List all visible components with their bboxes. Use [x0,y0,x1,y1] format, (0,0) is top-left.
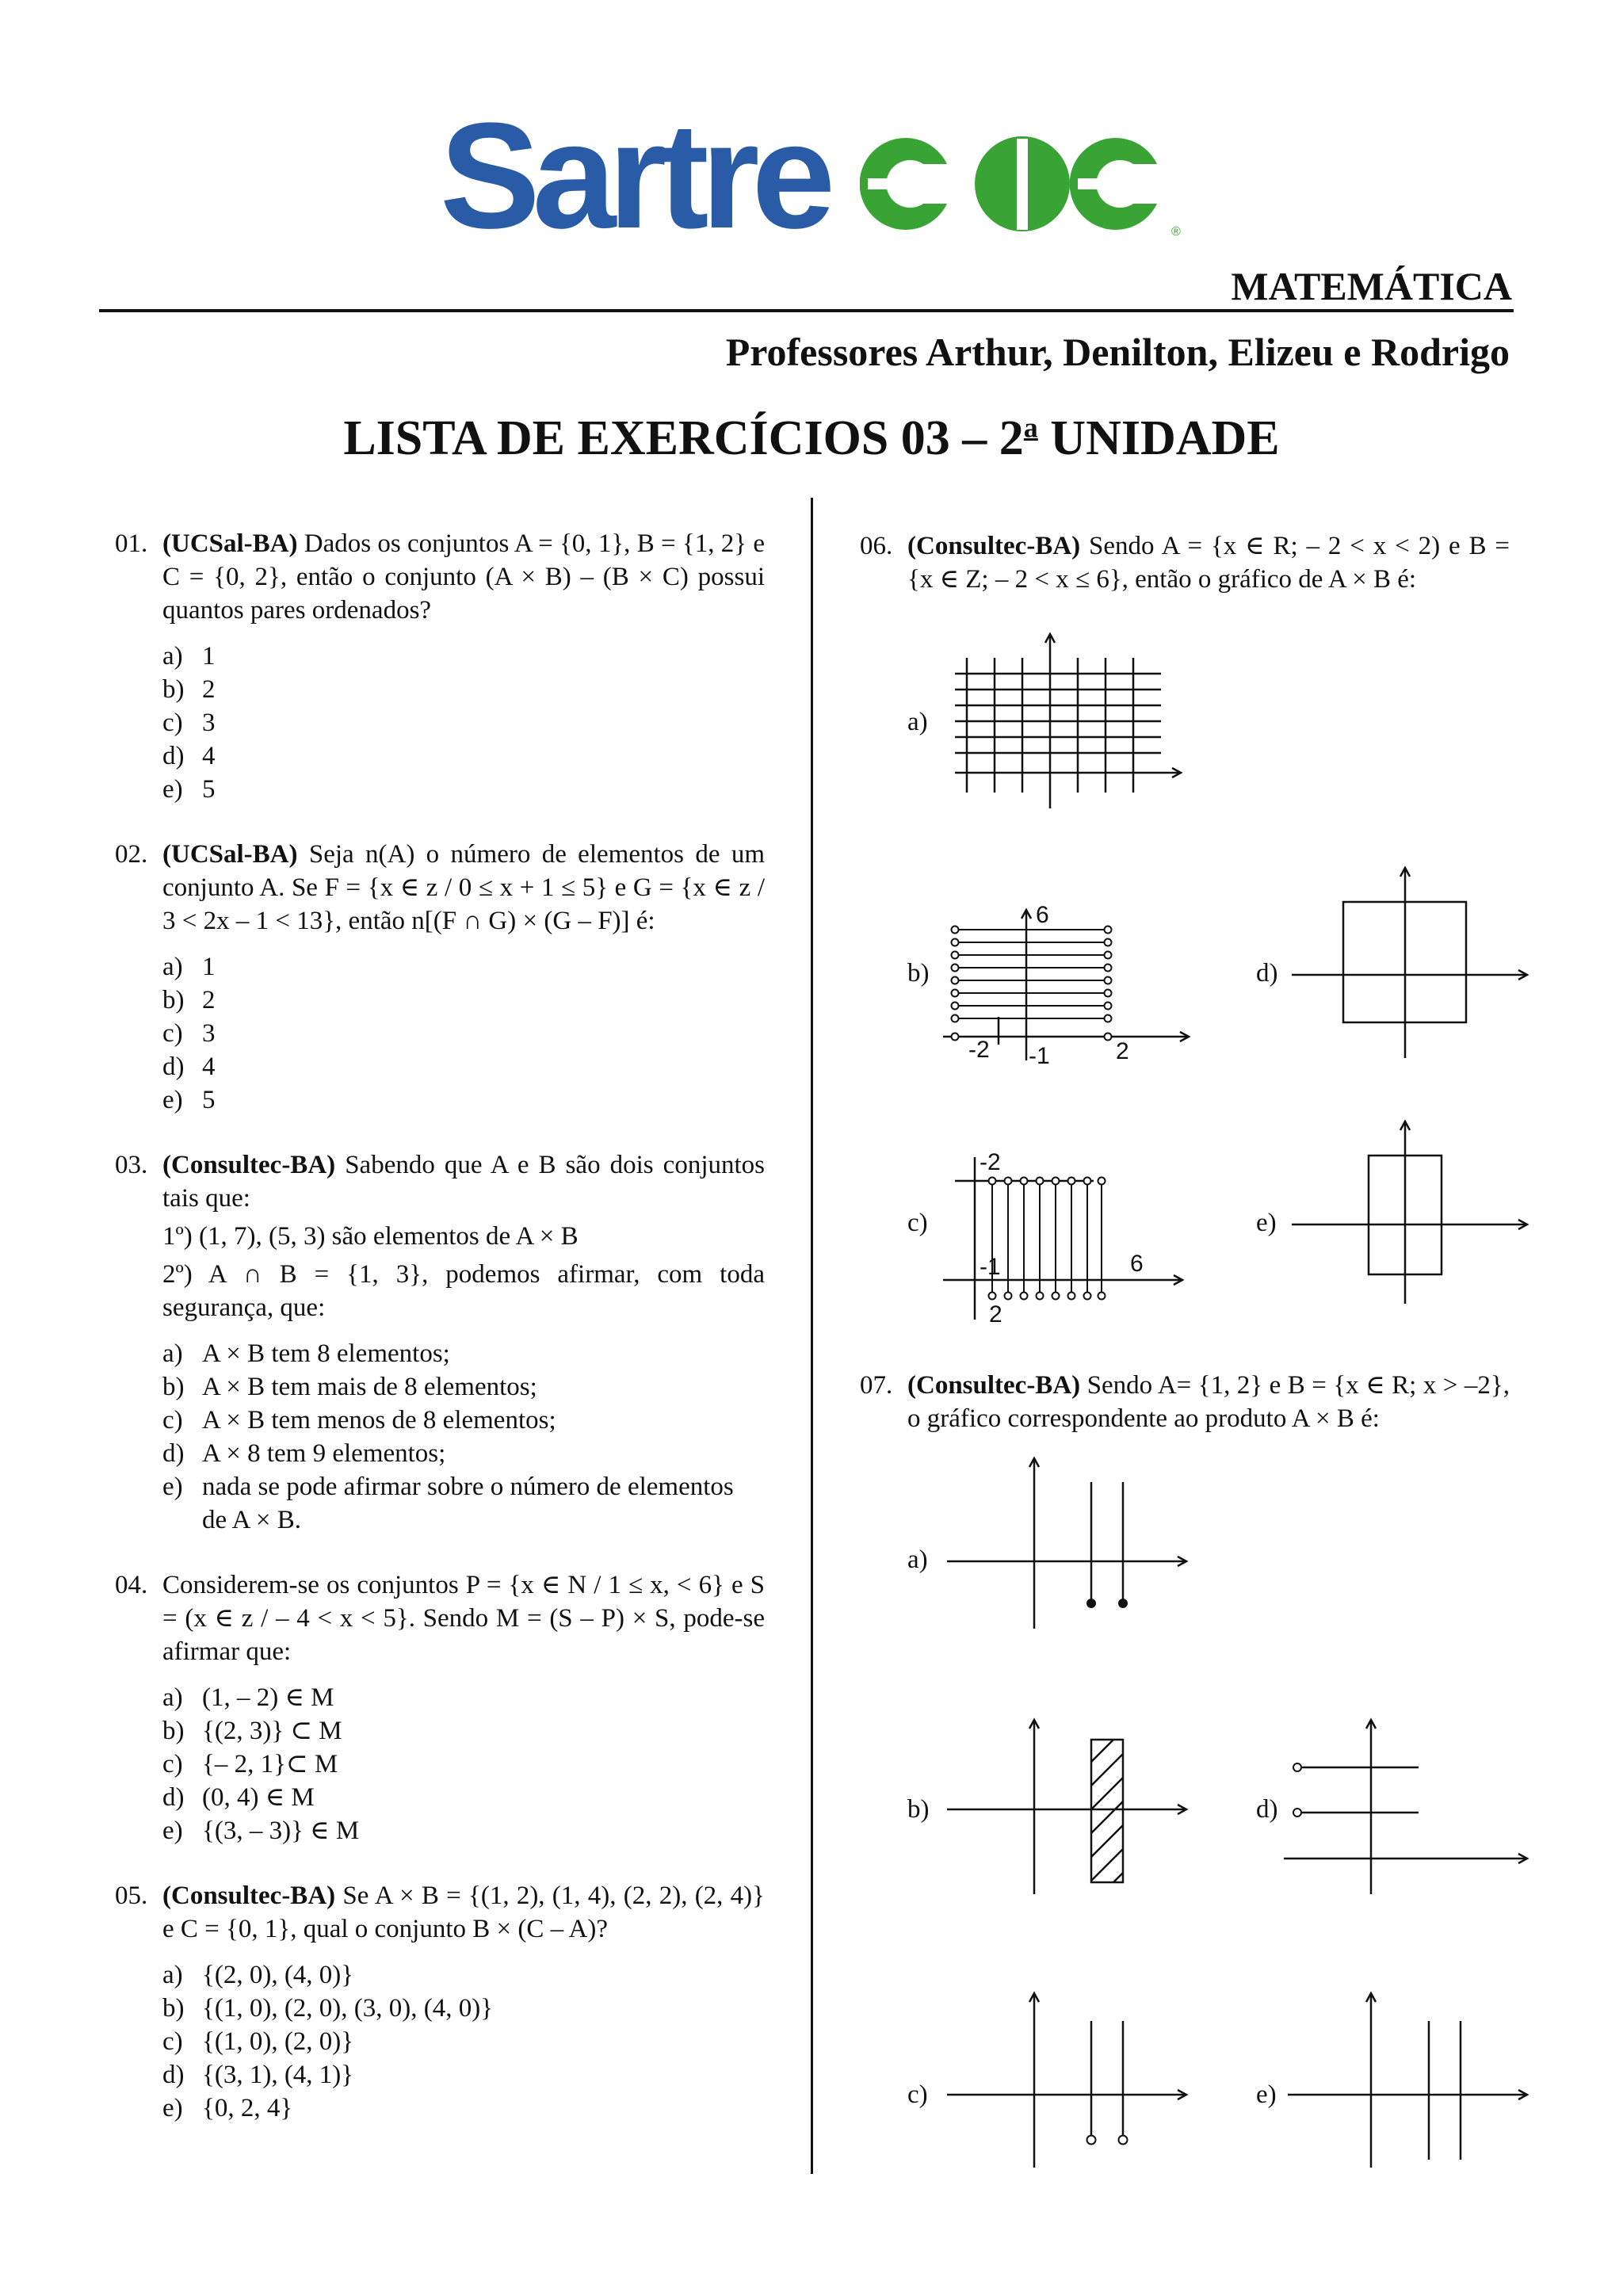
question-source: (Consultec-BA) [907,532,1081,560]
question-06 [860,529,1510,596]
q06-graph-d-label: d) [1256,959,1278,988]
question-03 [115,1148,765,1537]
left-column [115,527,765,2157]
question-number: 06. [860,532,893,560]
question-text: Seja n(A) o número de elementos de um conjunto A. Se F = {x ∈ z / 0 ≤ x + 1 ≤ 5} e G = {x ∈ z / 3 < 2x – 1 < 13}, então n[(F ∩ G) × (G – F)] é: [162,840,765,935]
option-b: b) {(2, 3)} ⊂ M [162,1717,342,1745]
option-b: b) 2 [162,986,216,1014]
option-e: e) {0, 2, 4} [162,2094,293,2122]
q07-graph-b [939,1716,1193,1898]
option-a: a) {(2, 0), (4, 0)} [162,1961,354,1989]
statement-2: 2º) A ∩ B = {1, 3}, podemos afirmar, com toda segurança, que: [162,1260,765,1322]
question-01 [115,527,765,806]
option-e: e) 5 [162,775,216,804]
question-02 [115,838,765,1117]
q07-graph-e-label: e) [1256,2080,1277,2109]
header-divider [99,309,1514,312]
q06-graph-a-label: a) [907,708,928,736]
q06-graph-c [935,1141,1189,1331]
q07-graph-e [1280,1989,1533,2172]
q06-c-tick-mid: -1 [980,1254,1001,1280]
question-text: Dados os conjuntos A = {0, 1}, B = {1, 2} e C = {0, 2}, então o conjunto (A × B) – (B × C) possui quantos pares ordenados? [162,529,765,625]
option-d: d) 4 [162,742,216,770]
question-number: 07. [860,1371,893,1400]
question-source: (Consultec-BA) [162,1151,336,1179]
q07-graph-d [1280,1716,1533,1898]
question-source: (Consultec-BA) [162,1881,336,1910]
logo-wordmark: Sartre [440,92,828,260]
question-source: (UCSal-BA) [162,840,298,869]
question-number: 04. [115,1571,148,1599]
option-c: c) {(1, 0), (2, 0)} [162,2027,354,2056]
question-source: (UCSal-BA) [162,529,298,558]
q07-graph-c-label: c) [907,2080,928,2109]
q06-graph-a [947,630,1185,812]
option-b: b) 2 [162,675,216,704]
q07-graph-a [939,1454,1193,1637]
q06-graph-b [935,878,1205,1068]
question-text: Sendo A= {1, 2} e B = {x ∈ R; x > –2}, o gráfico correspondente ao produto A × B é: [907,1371,1510,1433]
question-number: 03. [115,1151,148,1179]
question-text: Sabendo que A e B são dois conjuntos tais que: [162,1151,765,1213]
question-05 [115,1879,765,2125]
registered-mark: ® [1171,225,1181,239]
title-main: LISTA DE EXERCÍCIOS 03 – 2 [343,411,1024,465]
subject-title: MATEMÁTICA [1231,264,1512,308]
professors-line: Professores Arthur, Denilton, Elizeu e Rodrigo [725,330,1510,374]
question-number: 02. [115,840,148,869]
question-text: Sendo A = {x ∈ R; – 2 < x < 2) e B = {x ∈ Z; – 2 < x ≤ 6}, então o gráfico de A × B é: [907,532,1510,594]
option-d: d) 4 [162,1052,216,1081]
q07-graph-d-label: d) [1256,1795,1278,1824]
q06-graph-d [1280,864,1533,1062]
option-d: d) (0, 4) ∈ M [162,1783,315,1812]
question-number: 05. [115,1881,148,1910]
option-c: c) {– 2, 1}⊂ M [162,1750,338,1778]
option-a: a) A × B tem 8 elementos; [162,1339,450,1368]
title-end: UNIDADE [1037,411,1280,465]
q07-graph-b-label: b) [907,1795,930,1824]
q06-b-tick-top: 6 [1036,902,1049,928]
q06-c-tick-bottom: 2 [989,1301,1002,1328]
option-c: c) 3 [162,1019,216,1048]
sartre-coc-logo [440,92,1193,260]
title-sup: a [1023,411,1038,444]
question-text: Considerem-se os conjuntos P = {x ∈ N / 1 ≤ x, < 6} e S = (x ∈ z / – 4 < x < 5}. Sendo M = (S – P) × S, pode-se afirmar que: [162,1571,765,1666]
q06-b-tick-left: -2 [968,1037,990,1063]
option-e: e) 5 [162,1086,216,1114]
question-07 [860,1369,1510,1435]
question-source: (Consultec-BA) [907,1371,1081,1400]
statement-1: 1º) (1, 7), (5, 3) são elementos de A × B [162,1222,579,1251]
q06-b-tick-mid: -1 [1029,1043,1050,1068]
right-column [860,529,1510,596]
question-text: Se A × B = {(1, 2), (1, 4), (2, 2), (2, 4)} e C = {0, 1}, qual o conjunto B × (C – A)? [162,1881,765,1943]
q06-graph-e-label: e) [1256,1209,1277,1237]
question-number: 01. [115,529,148,558]
option-c: c) A × B tem menos de 8 elementos; [162,1406,556,1435]
option-c: c) 3 [162,709,216,737]
page-title [0,411,1623,467]
option-a: a) 1 [162,642,216,670]
option-d: d) A × 8 tem 9 elementos; [162,1439,446,1468]
option-a: a) (1, – 2) ∈ M [162,1683,334,1712]
coc-logo-icon [860,124,1193,243]
q06-graph-e [1280,1117,1533,1308]
column-divider [811,498,813,2174]
option-d: d) {(3, 1), (4, 1)} [162,2061,354,2089]
q06-b-tick-right: 2 [1116,1038,1129,1064]
option-b: b) {(1, 0), (2, 0), (3, 0), (4, 0)} [162,1994,494,2023]
q06-graph-b-label: b) [907,959,930,988]
q06-c-tick-top: -2 [980,1149,1001,1175]
option-a: a) 1 [162,953,216,981]
option-b: b) A × B tem mais de 8 elementos; [162,1373,537,1401]
option-e: e) nada se pode afirmar sobre o número de elementos de A × B. [162,1473,734,1534]
question-07-block [860,1369,1510,1435]
q06-graph-c-label: c) [907,1209,928,1237]
q06-c-tick-right: 6 [1130,1251,1144,1277]
q07-graph-c [939,1989,1193,2172]
option-e: e) {(3, – 3)} ∈ M [162,1817,360,1845]
question-04 [115,1568,765,1847]
q07-graph-a-label: a) [907,1545,928,1574]
